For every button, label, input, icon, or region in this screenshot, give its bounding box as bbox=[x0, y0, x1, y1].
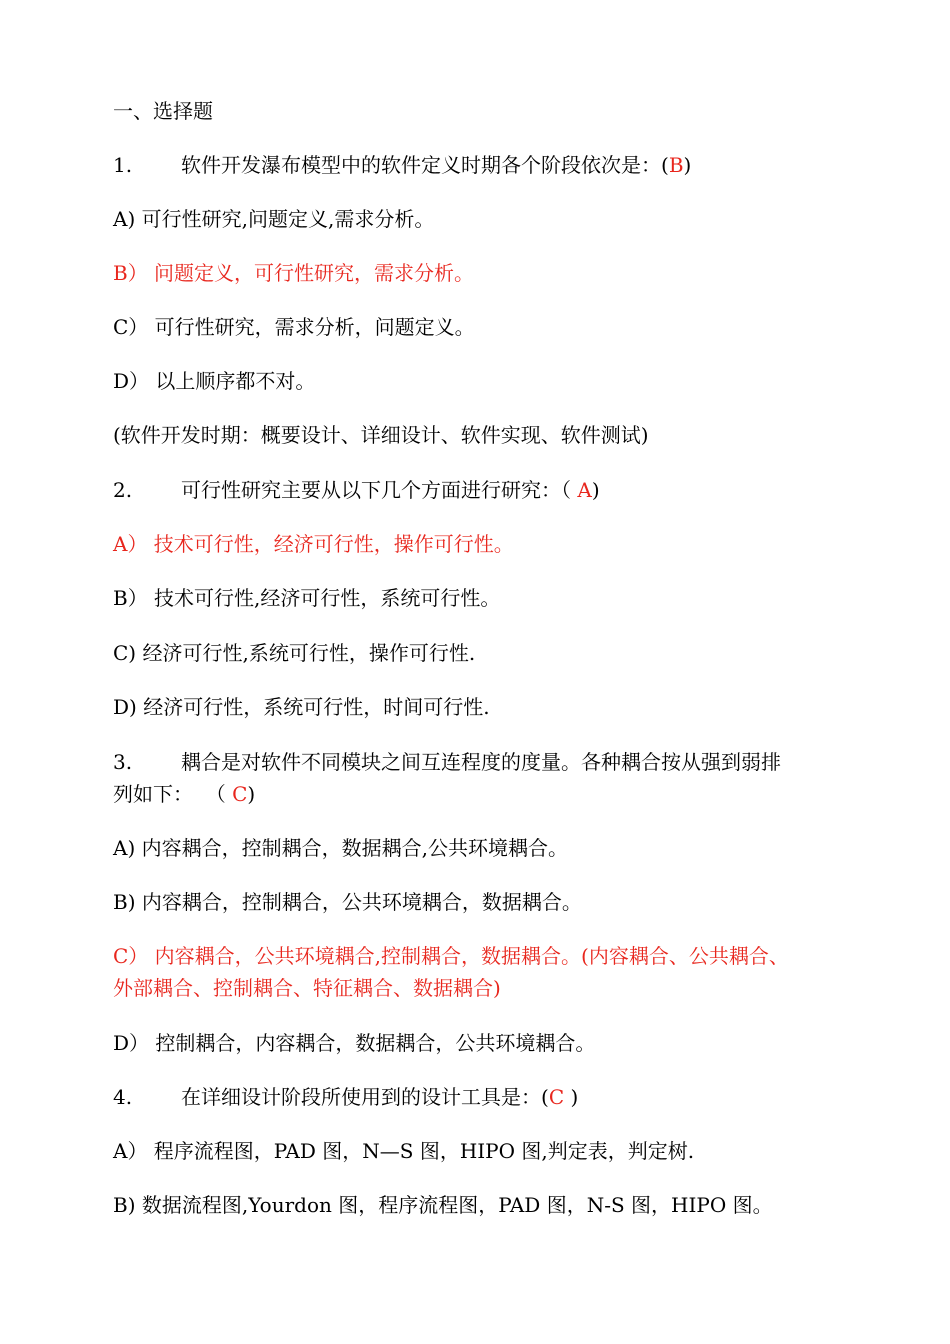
question-number: 2. bbox=[113, 478, 133, 502]
option-b: B) 数据流程图,Yourdon 图，程序流程图，PAD 图，N-S 图，HIPO 图。 bbox=[113, 1193, 773, 1217]
section-title: 一、选择题 bbox=[113, 99, 213, 123]
option-b: B） 技术可行性,经济可行性，系统可行性。 bbox=[113, 586, 501, 610]
option-c-continued: 外部耦合、控制耦合、特征耦合、数据耦合) bbox=[113, 976, 501, 1000]
option-c: C） 可行性研究，需求分析，问题定义。 bbox=[113, 315, 475, 339]
answer-mark: C bbox=[232, 782, 248, 806]
question-stem-continued: 列如下： （ C) bbox=[113, 782, 256, 806]
note: (软件开发时期：概要设计、详细设计、软件实现、软件测试) bbox=[113, 423, 649, 447]
option-a: A） 程序流程图，PAD 图，N—S 图，HIPO 图,判定表，判定树. bbox=[113, 1139, 695, 1163]
option-a: A) 可行性研究,问题定义,需求分析。 bbox=[113, 207, 435, 231]
option-b: B) 内容耦合，控制耦合，公共环境耦合，数据耦合。 bbox=[113, 890, 582, 914]
question-stem: 可行性研究主要从以下几个方面进行研究：（ A) bbox=[181, 478, 600, 502]
option-d: D） 控制耦合，内容耦合，数据耦合，公共环境耦合。 bbox=[113, 1031, 596, 1055]
option-d: D) 经济可行性，系统可行性，时间可行性. bbox=[113, 695, 490, 719]
option-d: D） 以上顺序都不对。 bbox=[113, 369, 316, 393]
option-c-correct: C） 内容耦合，公共环境耦合,控制耦合，数据耦合。(内容耦合、公共耦合、 bbox=[113, 944, 789, 968]
question-stem: 在详细设计阶段所使用到的设计工具是：(C ) bbox=[181, 1085, 579, 1109]
question-number: 3. bbox=[113, 750, 133, 774]
option-b-correct: B） 问题定义，可行性研究，需求分析。 bbox=[113, 261, 475, 285]
question-number: 1. bbox=[113, 153, 133, 177]
question-number: 4. bbox=[113, 1085, 133, 1109]
option-c: C) 经济可行性,系统可行性，操作可行性. bbox=[113, 641, 476, 665]
option-a-correct: A） 技术可行性，经济可行性，操作可行性。 bbox=[113, 532, 514, 556]
answer-mark: C bbox=[548, 1085, 565, 1109]
question-stem: 软件开发瀑布模型中的软件定义时期各个阶段依次是：(B) bbox=[181, 153, 692, 177]
question-stem: 耦合是对软件不同模块之间互连程度的度量。各种耦合按从强到弱排 bbox=[181, 750, 781, 774]
answer-mark: A bbox=[577, 478, 592, 502]
answer-mark: B bbox=[668, 153, 684, 177]
option-a: A) 内容耦合，控制耦合，数据耦合,公共环境耦合。 bbox=[113, 836, 568, 860]
